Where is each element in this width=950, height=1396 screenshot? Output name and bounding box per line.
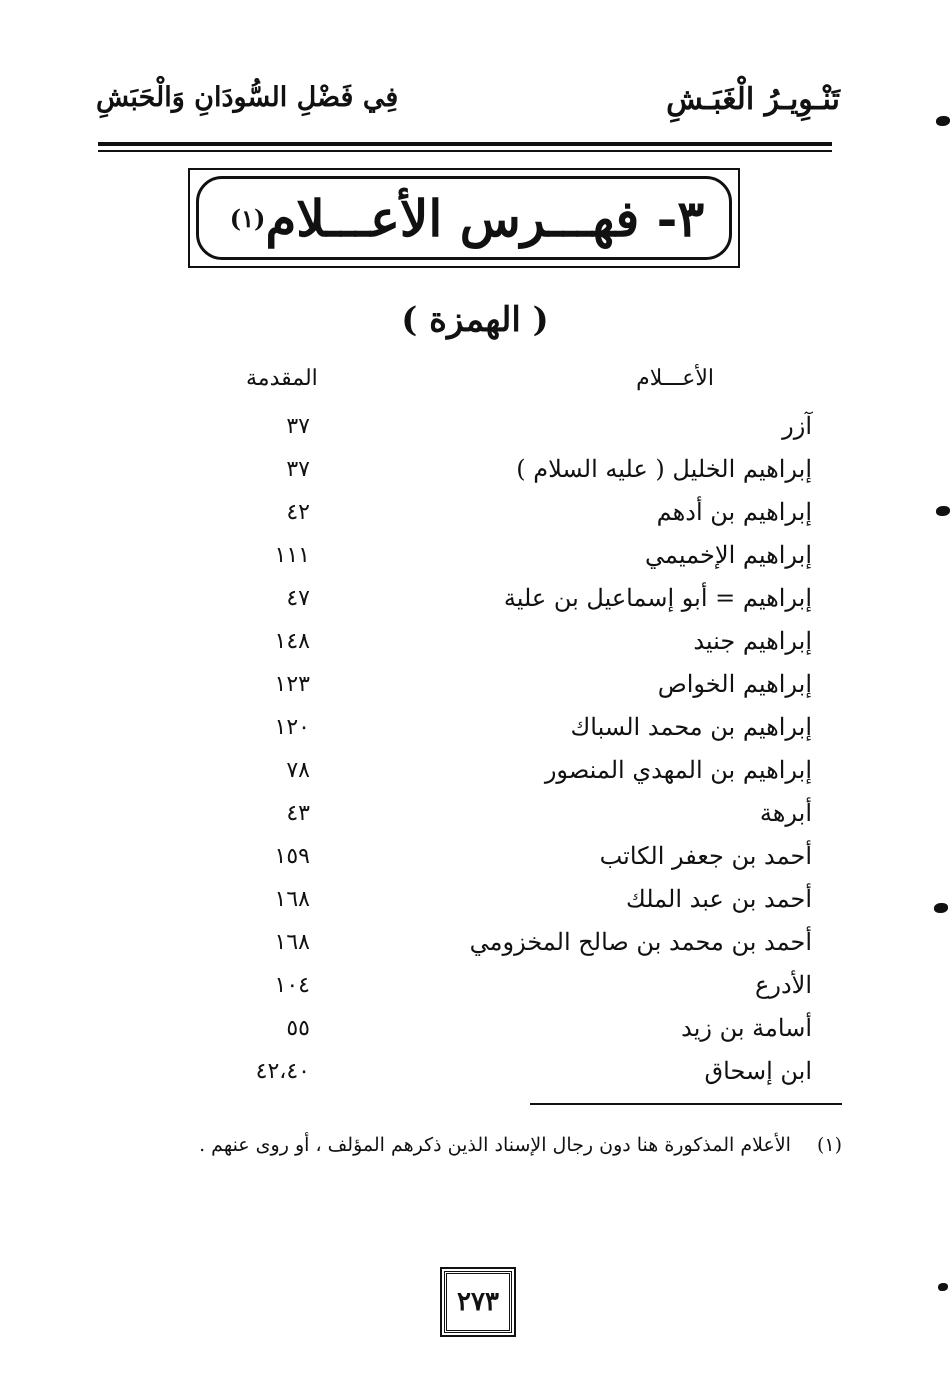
entry-page: ٣٧ <box>286 414 310 439</box>
entry-name: إبراهيم بن محمد السباك <box>570 713 812 741</box>
entry-name: إبراهيم الخواص <box>657 670 812 698</box>
index-entry <box>0 842 950 882</box>
title-box <box>196 176 732 260</box>
index-entry <box>0 455 950 495</box>
index-entry <box>0 799 950 839</box>
book-subtitle: فِي فَضْلِ السُّودَانِ وَالْحَبَشِ <box>96 82 399 113</box>
index-entry <box>0 627 950 667</box>
header-rule-thin <box>98 150 832 152</box>
entry-page: ١١١ <box>274 543 310 568</box>
entry-page: ١٥٩ <box>274 844 310 869</box>
entry-name: إبراهيم بن المهدي المنصور <box>544 756 812 784</box>
index-entry <box>0 412 950 452</box>
entry-name: أبرهة <box>759 799 812 827</box>
entry-name: إبراهيم بن أدهم <box>656 498 812 526</box>
entry-page: ٥٥ <box>286 1016 310 1041</box>
index-entry <box>0 713 950 753</box>
binding-mark <box>934 903 948 913</box>
column-header-pages: المقدمة <box>246 366 318 391</box>
entry-name: أحمد بن محمد بن صالح المخزومي <box>469 928 812 956</box>
index-entry <box>0 885 950 925</box>
entry-name: الأدرع <box>755 971 812 999</box>
index-entry <box>0 1014 950 1054</box>
index-entry <box>0 498 950 538</box>
binding-mark <box>938 1283 948 1291</box>
index-entry <box>0 1057 950 1097</box>
entry-page: ٧٨ <box>286 758 310 783</box>
index-entry <box>0 584 950 624</box>
entry-name: ابن إسحاق <box>704 1057 812 1085</box>
entry-page: ٤٢،٤٠ <box>255 1059 310 1084</box>
entry-name: إبراهيم الإخميمي <box>645 541 812 569</box>
title-footnote-mark: (١) <box>229 203 266 233</box>
entry-name: إبراهيم = أبو إسماعيل بن علية <box>503 584 812 612</box>
entry-name: أحمد بن جعفر الكاتب <box>599 842 812 870</box>
entry-page: ٤٧ <box>286 586 310 611</box>
header-rule-thick <box>98 142 832 146</box>
column-header-names: الأعـــلام <box>636 366 714 391</box>
book-title: تَنْـوِيـرُ الْغَبَـشِ <box>666 82 840 117</box>
entry-name: إبراهيم جنيد <box>693 627 812 655</box>
index-entry <box>0 670 950 710</box>
index-entry <box>0 541 950 581</box>
entry-name: أحمد بن عبد الملك <box>626 885 812 913</box>
title-frame <box>188 168 740 268</box>
index-entry <box>0 971 950 1011</box>
footnote-text: الأعلام المذكورة هنا دون رجال الإسناد الذين ذكرهم المؤلف ، أو روى عنهم . <box>199 1134 791 1156</box>
entry-page: ١٢٠ <box>274 715 310 740</box>
entry-name: آزر <box>782 412 812 440</box>
entry-page: ٤٢ <box>286 500 310 525</box>
binding-mark <box>936 116 950 126</box>
binding-mark <box>936 506 950 516</box>
entry-page: ٤٣ <box>286 801 310 826</box>
entry-page: ١٦٨ <box>274 887 310 912</box>
entry-name: إبراهيم الخليل ( عليه السلام ) <box>516 455 812 483</box>
footnote-mark: (١) <box>816 1134 842 1156</box>
entry-page: ١٦٨ <box>274 930 310 955</box>
index-entry <box>0 756 950 796</box>
entry-page: ١٢٣ <box>274 672 310 697</box>
index-entry <box>0 928 950 968</box>
footnote <box>199 1134 842 1156</box>
entry-page: ٣٧ <box>286 457 310 482</box>
entry-page: ١٤٨ <box>274 629 310 654</box>
page-number: ٢٧٣ <box>444 1271 512 1333</box>
index-title: ٣- فهـــرس الأعـــلام <box>265 188 705 248</box>
section-heading: ( الهمزة ) <box>401 300 549 340</box>
entry-page: ١٠٤ <box>274 973 310 998</box>
entry-name: أسامة بن زيد <box>681 1014 812 1042</box>
footnote-rule <box>530 1103 842 1105</box>
